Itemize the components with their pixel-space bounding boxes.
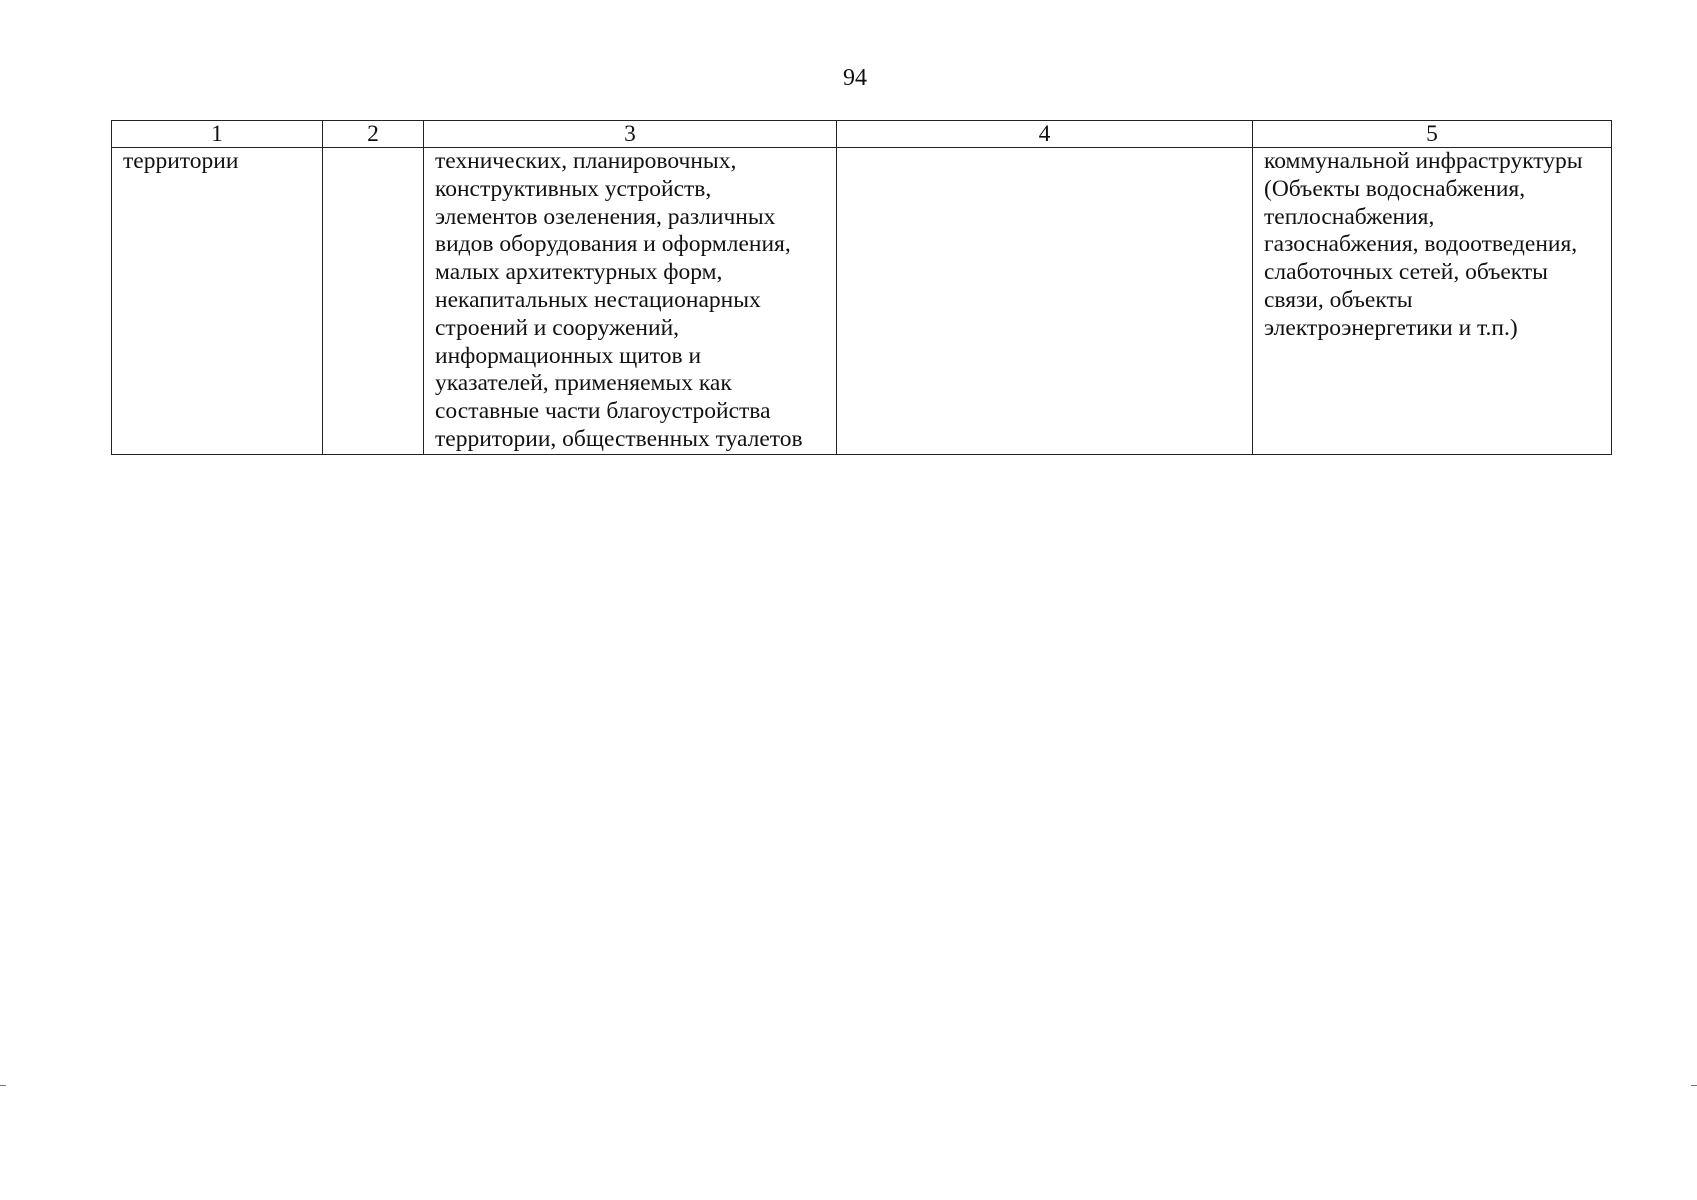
column-header-2: 2 [323,121,424,148]
cell-text-territory: территории [123,148,239,174]
table-cell-1 [112,148,323,455]
table-cell-3 [424,148,837,455]
scan-edge-mark-left [0,1085,6,1086]
scan-edge-mark-right [1691,1085,1697,1086]
table-cell-5 [1253,148,1612,455]
document-table [111,120,1612,455]
column-header-4: 4 [837,121,1253,148]
table-header-row [112,121,1612,148]
cell-text-structures: технических, планировочных, конструктивных устройств, элементов озеленения, различных видов оборудования и оформления, малых архитектурных форм, некапитальных нестационарных строений и сооружений, информационных щитов и указателей, применяемых как составные части благоустройства территории, общественных туалетов [435,148,803,452]
table-cell-4 [837,148,1253,455]
column-header-5: 5 [1253,121,1612,148]
cell-text-infrastructure: коммунальной инфраструктуры (Объекты водоснабжения, теплоснабжения, газоснабжения, водоотведения, слаботочных сетей, объекты связи, объекты электроэнергетики и т.п.) [1264,148,1583,341]
table-cell-2 [323,148,424,455]
column-header-1: 1 [112,121,323,148]
page-number: 94 [843,65,867,91]
table-row [112,148,1612,455]
column-header-3: 3 [424,121,837,148]
